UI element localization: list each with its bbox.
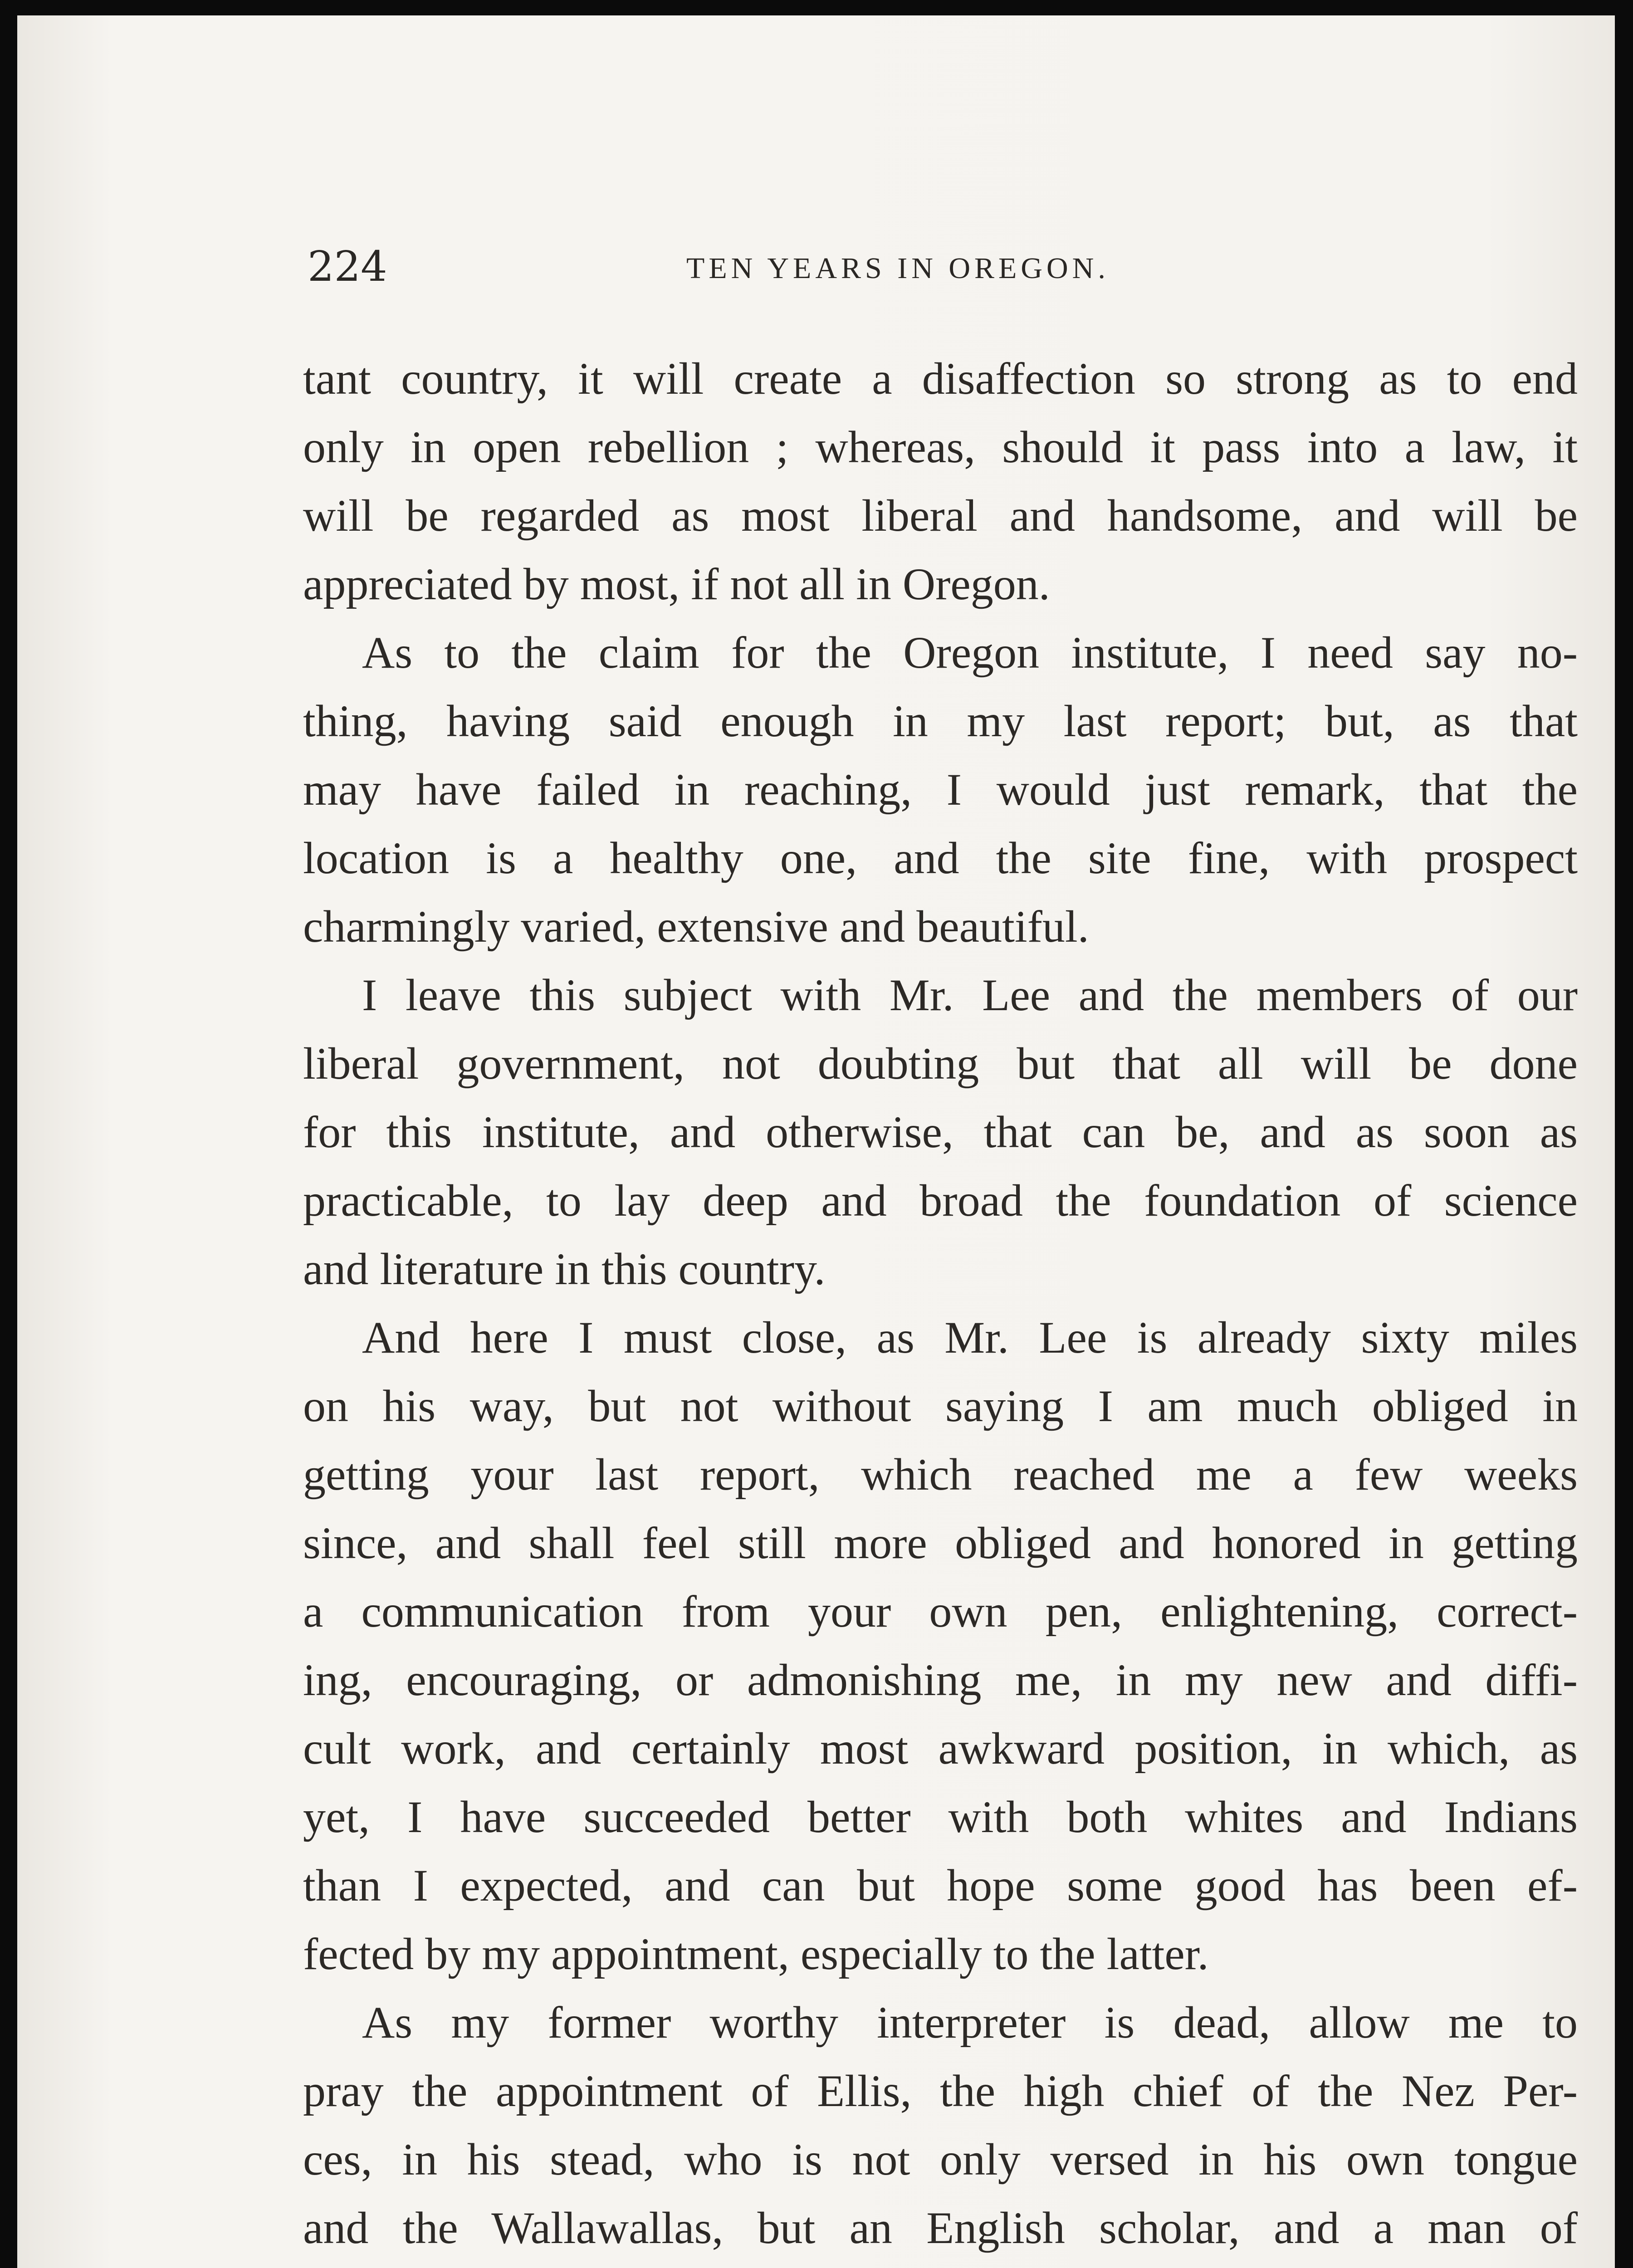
- text-line: cult work, and certainly most awkward position, in which, as: [303, 1723, 1578, 1774]
- text-line: As to the claim for the Oregon institute, I need say no-: [362, 627, 1578, 678]
- running-head: TEN YEARS IN OREGON.: [686, 252, 1110, 285]
- text-line: on his way, but not without saying I am much obliged in: [303, 1381, 1578, 1431]
- text-line: appreciated by most, if not all in Oregon.: [303, 559, 1050, 609]
- text-line: may have failed in reaching, I would just remark, that the: [303, 764, 1578, 815]
- text-line: pray the appointment of Ellis, the high chief of the Nez Per-: [303, 2066, 1578, 2116]
- text-line: and the Wallawallas, but an English scholar, and a man of: [303, 2203, 1578, 2253]
- text-line: And here I must close, as Mr. Lee is already sixty miles: [362, 1312, 1578, 1363]
- text-line: only in open rebellion ; whereas, should it pass into a law, it: [303, 422, 1578, 472]
- paragraph: [303, 961, 1578, 1303]
- paragraph: [303, 1988, 1578, 2268]
- page-header: [289, 242, 1587, 301]
- body-text: [303, 344, 1578, 2268]
- text-line: for this institute, and otherwise, that can be, and as soon as: [303, 1107, 1578, 1157]
- paragraph: [303, 618, 1578, 961]
- text-line: tant country, it will create a disaffection so strong as to end: [303, 353, 1578, 404]
- text-line: thing, having said enough in my last report; but, as that: [303, 696, 1578, 746]
- text-line: charmingly varied, extensive and beautiful.: [303, 901, 1089, 952]
- text-line: since, and shall feel still more obliged and honored in getting: [303, 1518, 1578, 1568]
- page-number: 224: [308, 242, 387, 291]
- text-line: and literature in this country.: [303, 1244, 826, 1294]
- text-line: practicable, to lay deep and broad the foundation of science: [303, 1175, 1578, 1226]
- text-line: ces, in his stead, who is not only versed in his own tongue: [303, 2134, 1578, 2185]
- text-line: fected by my appointment, especially to the latter.: [303, 1929, 1209, 1979]
- text-line: ing, encouraging, or admonishing me, in my new and diffi-: [303, 1655, 1578, 1705]
- text-line: As my former worthy interpreter is dead, allow me to: [362, 1997, 1578, 2048]
- paragraph: [303, 1303, 1578, 1988]
- text-line: than I expected, and can but hope some good has been ef-: [303, 1860, 1578, 1911]
- text-line: [303, 2262, 1578, 2268]
- text-line: a communication from your own pen, enlightening, correct-: [303, 1586, 1578, 1637]
- paragraph: [303, 344, 1578, 618]
- text-line: getting your last report, which reached me a few weeks: [303, 1449, 1578, 1500]
- text-line: I leave this subject with Mr. Lee and the members of our: [362, 970, 1578, 1020]
- book-page: [17, 15, 1615, 2268]
- text-line: liberal government, not doubting but that all will be done: [303, 1038, 1578, 1089]
- text-line: will be regarded as most liberal and handsome, and will be: [303, 490, 1578, 541]
- text-line: yet, I have succeeded better with both whites and Indians: [303, 1792, 1578, 1842]
- text-line: location is a healthy one, and the site fine, with prospect: [303, 833, 1578, 883]
